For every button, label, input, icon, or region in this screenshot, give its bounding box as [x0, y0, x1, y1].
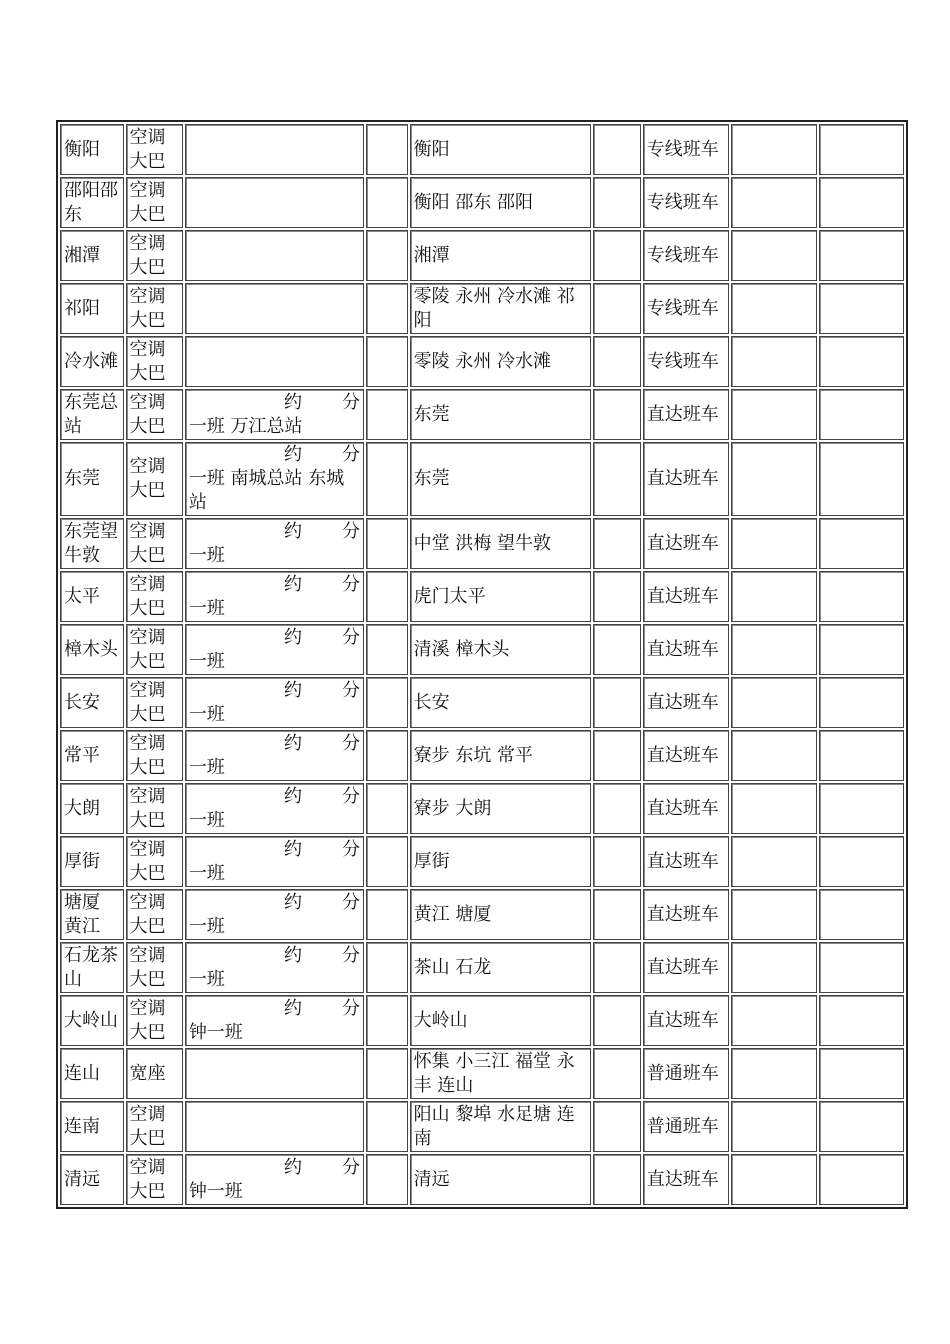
- route-cell: 寮步 东坑 常平: [410, 730, 591, 781]
- blank-cell: [366, 783, 408, 834]
- table-row: [60, 730, 904, 781]
- service-type-cell: 直达班车: [643, 889, 729, 940]
- frequency-cell: [185, 230, 364, 281]
- route-cell: 清溪 樟木头: [410, 624, 591, 675]
- blank-cell: [819, 783, 904, 834]
- frequency-minutes-unit: 分: [341, 1156, 360, 1178]
- blank-cell: [819, 442, 904, 516]
- blank-cell: [819, 336, 904, 387]
- frequency-top-line: [189, 626, 360, 650]
- blank-cell: [731, 518, 816, 569]
- blank-cell: [819, 124, 904, 175]
- destination-cell: 连山: [60, 1048, 124, 1099]
- blank-cell: [593, 283, 641, 334]
- vehicle-cell: 空调大巴: [126, 1101, 183, 1152]
- vehicle-cell: 空调大巴: [126, 230, 183, 281]
- blank-cell: [366, 283, 408, 334]
- frequency-top-line: [189, 391, 360, 415]
- route-cell: 湘潭: [410, 230, 591, 281]
- frequency-cell: [185, 124, 364, 175]
- service-type-cell: 直达班车: [643, 783, 729, 834]
- table-row: [60, 518, 904, 569]
- route-cell: 长安: [410, 677, 591, 728]
- frequency-detail: 一班: [188, 597, 225, 619]
- vehicle-cell: 空调大巴: [126, 442, 183, 516]
- blank-cell: [366, 1048, 408, 1099]
- blank-cell: [731, 624, 816, 675]
- service-type-cell: 直达班车: [643, 942, 729, 993]
- frequency-detail: 一班: [188, 968, 225, 990]
- blank-cell: [731, 442, 816, 516]
- blank-cell: [366, 836, 408, 887]
- frequency-cell: [185, 1048, 364, 1099]
- frequency-minutes-unit: 分: [341, 520, 360, 542]
- frequency-approx: 约: [283, 997, 302, 1019]
- service-type-cell: 直达班车: [643, 571, 729, 622]
- frequency-approx: 约: [283, 785, 302, 807]
- blank-cell: [731, 336, 816, 387]
- service-type-cell: 专线班车: [643, 230, 729, 281]
- table-row: [60, 836, 904, 887]
- service-type-cell: 直达班车: [643, 518, 729, 569]
- frequency-detail: 一班: [188, 544, 225, 566]
- blank-cell: [819, 730, 904, 781]
- blank-cell: [366, 518, 408, 569]
- vehicle-cell: 空调大巴: [126, 783, 183, 834]
- table-row: [60, 442, 904, 516]
- schedule-body: [60, 124, 904, 1205]
- frequency-cell: [185, 1154, 364, 1205]
- vehicle-cell: 空调大巴: [126, 995, 183, 1046]
- frequency-approx: 约: [283, 838, 302, 860]
- bus-schedule-table: [56, 120, 908, 1209]
- blank-cell: [593, 1048, 641, 1099]
- table-row: [60, 571, 904, 622]
- frequency-cell: [185, 571, 364, 622]
- frequency-minutes-unit: 分: [341, 944, 360, 966]
- blank-cell: [593, 942, 641, 993]
- blank-cell: [731, 995, 816, 1046]
- blank-cell: [366, 889, 408, 940]
- frequency-top-line: [189, 997, 360, 1021]
- blank-cell: [731, 1101, 816, 1152]
- frequency-approx: 约: [283, 444, 302, 465]
- vehicle-cell: 空调大巴: [126, 1154, 183, 1205]
- blank-cell: [366, 124, 408, 175]
- frequency-top-line: [189, 891, 360, 915]
- blank-cell: [819, 942, 904, 993]
- service-type-cell: 专线班车: [643, 124, 729, 175]
- frequency-detail: 一班: [188, 650, 225, 672]
- destination-cell: 东莞: [60, 442, 124, 516]
- frequency-top-line: [189, 732, 360, 756]
- vehicle-cell: 空调大巴: [126, 942, 183, 993]
- table-row: [60, 889, 904, 940]
- table-row: [60, 942, 904, 993]
- blank-cell: [366, 624, 408, 675]
- table-row: [60, 283, 904, 334]
- blank-cell: [731, 124, 816, 175]
- route-cell: 阳山 黎埠 水足塘 连南: [410, 1101, 591, 1152]
- blank-cell: [366, 336, 408, 387]
- service-type-cell: 直达班车: [643, 677, 729, 728]
- blank-cell: [731, 889, 816, 940]
- vehicle-cell: 空调大巴: [126, 124, 183, 175]
- vehicle-cell: 空调大巴: [126, 283, 183, 334]
- vehicle-cell: 宽座: [126, 1048, 183, 1099]
- frequency-cell: [185, 942, 364, 993]
- blank-cell: [593, 177, 641, 228]
- service-type-cell: 直达班车: [643, 389, 729, 440]
- blank-cell: [819, 1101, 904, 1152]
- route-cell: 厚街: [410, 836, 591, 887]
- vehicle-cell: 空调大巴: [126, 677, 183, 728]
- frequency-top-line: [189, 443, 360, 467]
- blank-cell: [366, 230, 408, 281]
- blank-cell: [366, 177, 408, 228]
- frequency-detail: 一班: [188, 703, 225, 725]
- table-row: [60, 1101, 904, 1152]
- destination-cell: 塘厦 黄江: [60, 889, 124, 940]
- frequency-cell: [185, 783, 364, 834]
- route-cell: 清远: [410, 1154, 591, 1205]
- route-cell: 大岭山: [410, 995, 591, 1046]
- blank-cell: [731, 677, 816, 728]
- blank-cell: [819, 995, 904, 1046]
- route-cell: 茶山 石龙: [410, 942, 591, 993]
- blank-cell: [731, 177, 816, 228]
- table-row: [60, 783, 904, 834]
- table-row: [60, 995, 904, 1046]
- route-cell: 东莞: [410, 442, 591, 516]
- blank-cell: [819, 836, 904, 887]
- route-cell: 东莞: [410, 389, 591, 440]
- blank-cell: [819, 389, 904, 440]
- frequency-minutes-unit: 分: [341, 997, 360, 1019]
- vehicle-cell: 空调大巴: [126, 518, 183, 569]
- service-type-cell: 直达班车: [643, 624, 729, 675]
- service-type-cell: 直达班车: [643, 730, 729, 781]
- frequency-cell: [185, 336, 364, 387]
- blank-cell: [593, 677, 641, 728]
- blank-cell: [366, 942, 408, 993]
- frequency-cell: [185, 177, 364, 228]
- destination-cell: 祁阳: [60, 283, 124, 334]
- blank-cell: [819, 1154, 904, 1205]
- destination-cell: 大朗: [60, 783, 124, 834]
- frequency-top-line: [189, 944, 360, 968]
- destination-cell: 大岭山: [60, 995, 124, 1046]
- route-cell: 怀集 小三江 福堂 永丰 连山: [410, 1048, 591, 1099]
- frequency-cell: [185, 624, 364, 675]
- destination-cell: 东莞望牛敦: [60, 518, 124, 569]
- frequency-cell: [185, 995, 364, 1046]
- frequency-approx: 约: [283, 732, 302, 754]
- frequency-cell: [185, 677, 364, 728]
- destination-cell: 湘潭: [60, 230, 124, 281]
- blank-cell: [366, 1101, 408, 1152]
- blank-cell: [731, 571, 816, 622]
- frequency-minutes-unit: 分: [341, 785, 360, 807]
- route-cell: 零陵 永州 冷水滩: [410, 336, 591, 387]
- blank-cell: [593, 995, 641, 1046]
- frequency-detail: 一班: [188, 809, 225, 831]
- frequency-approx: 约: [283, 1156, 302, 1178]
- blank-cell: [593, 836, 641, 887]
- blank-cell: [731, 730, 816, 781]
- destination-cell: 长安: [60, 677, 124, 728]
- blank-cell: [593, 1154, 641, 1205]
- vehicle-cell: 空调大巴: [126, 177, 183, 228]
- blank-cell: [731, 283, 816, 334]
- vehicle-cell: 空调大巴: [126, 571, 183, 622]
- table-row: [60, 336, 904, 387]
- destination-cell: 冷水滩: [60, 336, 124, 387]
- table-row: [60, 230, 904, 281]
- service-type-cell: 直达班车: [643, 995, 729, 1046]
- vehicle-cell: 空调大巴: [126, 389, 183, 440]
- destination-cell: 东莞总站: [60, 389, 124, 440]
- vehicle-cell: 空调大巴: [126, 624, 183, 675]
- frequency-top-line: [189, 573, 360, 597]
- blank-cell: [593, 230, 641, 281]
- service-type-cell: 普通班车: [643, 1048, 729, 1099]
- frequency-minutes-unit: 分: [341, 679, 360, 701]
- frequency-approx: 约: [283, 573, 302, 595]
- frequency-minutes-unit: 分: [341, 732, 360, 754]
- table-row: [60, 624, 904, 675]
- blank-cell: [731, 389, 816, 440]
- frequency-minutes-unit: 分: [341, 573, 360, 595]
- route-cell: 零陵 永州 冷水滩 祁阳: [410, 283, 591, 334]
- blank-cell: [366, 995, 408, 1046]
- blank-cell: [593, 442, 641, 516]
- blank-cell: [593, 624, 641, 675]
- blank-cell: [593, 336, 641, 387]
- route-cell: 衡阳: [410, 124, 591, 175]
- frequency-detail: 一班: [188, 862, 225, 884]
- frequency-approx: 约: [283, 626, 302, 648]
- service-type-cell: 直达班车: [643, 442, 729, 516]
- blank-cell: [366, 442, 408, 516]
- table-row: [60, 1048, 904, 1099]
- frequency-top-line: [189, 520, 360, 544]
- service-type-cell: 专线班车: [643, 177, 729, 228]
- blank-cell: [819, 624, 904, 675]
- frequency-detail: 一班 南城总站 东城站: [188, 468, 345, 513]
- frequency-cell: [185, 1101, 364, 1152]
- destination-cell: 连南: [60, 1101, 124, 1152]
- frequency-cell: [185, 518, 364, 569]
- destination-cell: 太平: [60, 571, 124, 622]
- table-row: [60, 1154, 904, 1205]
- blank-cell: [593, 889, 641, 940]
- destination-cell: 樟木头: [60, 624, 124, 675]
- service-type-cell: 直达班车: [643, 1154, 729, 1205]
- service-type-cell: 专线班车: [643, 336, 729, 387]
- vehicle-cell: 空调大巴: [126, 336, 183, 387]
- destination-cell: 邵阳邵东: [60, 177, 124, 228]
- service-type-cell: 专线班车: [643, 283, 729, 334]
- frequency-top-line: [189, 838, 360, 862]
- blank-cell: [819, 571, 904, 622]
- blank-cell: [819, 1048, 904, 1099]
- frequency-minutes-unit: 分: [341, 891, 360, 913]
- frequency-cell: [185, 730, 364, 781]
- blank-cell: [593, 1101, 641, 1152]
- frequency-cell: [185, 889, 364, 940]
- frequency-approx: 约: [283, 679, 302, 701]
- frequency-top-line: [189, 679, 360, 703]
- blank-cell: [593, 730, 641, 781]
- blank-cell: [593, 389, 641, 440]
- table-row: [60, 177, 904, 228]
- blank-cell: [366, 389, 408, 440]
- blank-cell: [366, 571, 408, 622]
- blank-cell: [366, 730, 408, 781]
- destination-cell: 清远: [60, 1154, 124, 1205]
- frequency-top-line: [189, 1156, 360, 1180]
- blank-cell: [819, 230, 904, 281]
- vehicle-cell: 空调大巴: [126, 889, 183, 940]
- frequency-detail: 一班: [188, 915, 225, 937]
- blank-cell: [819, 677, 904, 728]
- frequency-minutes-unit: 分: [341, 838, 360, 860]
- blank-cell: [593, 124, 641, 175]
- destination-cell: 石龙茶山: [60, 942, 124, 993]
- frequency-detail: 一班 万江总站: [188, 415, 303, 437]
- destination-cell: 常平: [60, 730, 124, 781]
- service-type-cell: 直达班车: [643, 836, 729, 887]
- blank-cell: [819, 283, 904, 334]
- frequency-minutes-unit: 分: [341, 391, 360, 413]
- frequency-cell: [185, 836, 364, 887]
- blank-cell: [731, 783, 816, 834]
- frequency-minutes-unit: 分: [341, 626, 360, 648]
- table-row: [60, 389, 904, 440]
- frequency-cell: [185, 283, 364, 334]
- frequency-top-line: [189, 785, 360, 809]
- frequency-cell: [185, 442, 364, 516]
- route-cell: 虎门太平: [410, 571, 591, 622]
- blank-cell: [593, 518, 641, 569]
- route-cell: 寮步 大朗: [410, 783, 591, 834]
- frequency-detail: 钟一班: [188, 1021, 243, 1043]
- vehicle-cell: 空调大巴: [126, 836, 183, 887]
- frequency-approx: 约: [283, 891, 302, 913]
- destination-cell: 厚街: [60, 836, 124, 887]
- frequency-minutes-unit: 分: [341, 444, 360, 465]
- table-row: [60, 677, 904, 728]
- service-type-cell: 普通班车: [643, 1101, 729, 1152]
- table-row: [60, 124, 904, 175]
- blank-cell: [731, 230, 816, 281]
- blank-cell: [819, 518, 904, 569]
- blank-cell: [819, 177, 904, 228]
- blank-cell: [593, 783, 641, 834]
- blank-cell: [593, 571, 641, 622]
- frequency-cell: [185, 389, 364, 440]
- blank-cell: [731, 836, 816, 887]
- blank-cell: [731, 1048, 816, 1099]
- blank-cell: [731, 1154, 816, 1205]
- blank-cell: [819, 889, 904, 940]
- blank-cell: [731, 942, 816, 993]
- frequency-detail: 钟一班: [188, 1180, 243, 1202]
- blank-cell: [366, 677, 408, 728]
- frequency-approx: 约: [283, 391, 302, 413]
- route-cell: 黄江 塘厦: [410, 889, 591, 940]
- frequency-approx: 约: [283, 520, 302, 542]
- frequency-approx: 约: [283, 944, 302, 966]
- blank-cell: [366, 1154, 408, 1205]
- vehicle-cell: 空调大巴: [126, 730, 183, 781]
- route-cell: 衡阳 邵东 邵阳: [410, 177, 591, 228]
- destination-cell: 衡阳: [60, 124, 124, 175]
- route-cell: 中堂 洪梅 望牛敦: [410, 518, 591, 569]
- frequency-detail: 一班: [188, 756, 225, 778]
